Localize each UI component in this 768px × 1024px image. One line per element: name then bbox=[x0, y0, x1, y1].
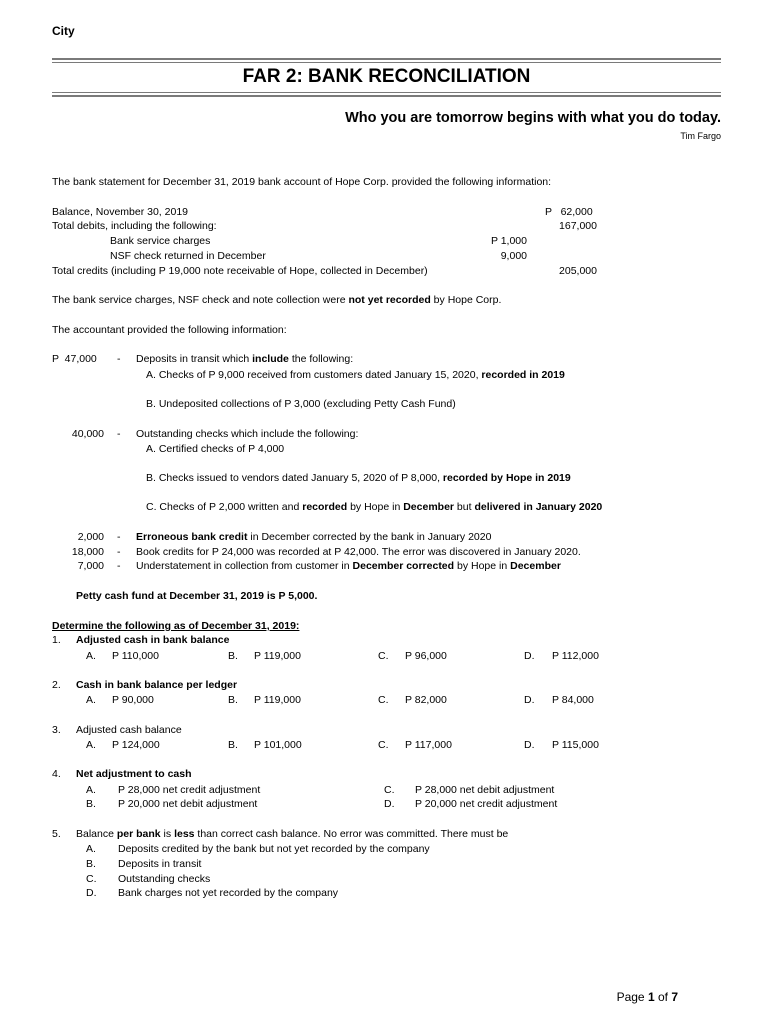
q5-text: Balance per bank is less than correct cash balance. No error was committed. There must be bbox=[76, 828, 509, 840]
error3-text: Understatement in collection from customer in December corrected by Hope in December bbox=[136, 560, 561, 572]
q4-choice-a: P 28,000 net credit adjustment bbox=[118, 784, 261, 796]
q3-choice-d: P 115,000 bbox=[552, 739, 599, 751]
q5-choice-a: Deposits credited by the bank but not yet recorded by the company bbox=[118, 843, 430, 855]
q4-text: Net adjustment to cash bbox=[76, 768, 192, 780]
q4-choice-c: P 28,000 net debit adjustment bbox=[415, 784, 555, 796]
q2-letter-b: B. bbox=[228, 694, 238, 706]
q2-text: Cash in bank balance per ledger bbox=[76, 679, 238, 691]
title-rule-thin bbox=[52, 92, 721, 93]
q1-letter-d: D. bbox=[524, 650, 535, 662]
credits-value: 205,000 bbox=[559, 265, 597, 277]
q2-choice-d: P 84,000 bbox=[552, 694, 594, 706]
debits-label: Total debits, including the following: bbox=[52, 220, 217, 232]
top-rule-thin bbox=[52, 62, 721, 63]
q1-choice-c: P 96,000 bbox=[405, 650, 447, 662]
oc-amount: 40,000 bbox=[71, 428, 104, 440]
top-rule-thick bbox=[52, 58, 721, 60]
error2-text: Book credits for P 24,000 was recorded at P 42,000. The error was discovered in January 2020. bbox=[136, 546, 581, 558]
title-rule-thick bbox=[52, 95, 721, 97]
q4-letter-a: A. bbox=[86, 784, 96, 796]
dit-item-a: A. Checks of P 9,000 received from customers dated January 15, 2020, recorded in 2019 bbox=[146, 369, 565, 381]
page-title: FAR 2: BANK RECONCILIATION bbox=[242, 66, 531, 87]
q3-choice-c: P 117,000 bbox=[405, 739, 452, 751]
oc-item-c: C. Checks of P 2,000 written and recorded by Hope in December but delivered in January 2020 bbox=[146, 501, 603, 513]
error1-dash: - bbox=[117, 531, 121, 543]
q1-letter-b: B. bbox=[228, 650, 238, 662]
q4-choice-b: P 20,000 net debit adjustment bbox=[118, 798, 258, 810]
q2-letter-d: D. bbox=[524, 694, 535, 706]
q4-letter-d: D. bbox=[384, 798, 395, 810]
dit-dash: - bbox=[117, 353, 121, 365]
q3-letter-d: D. bbox=[524, 739, 535, 751]
q2-choice-b: P 119,000 bbox=[254, 694, 301, 706]
service-charges-label: Bank service charges bbox=[110, 235, 211, 247]
error1-text: Erroneous bank credit in December corrected by the bank in January 2020 bbox=[136, 531, 492, 543]
q3-letter-b: B. bbox=[228, 739, 238, 751]
error2-amount: 18,000 bbox=[71, 546, 104, 558]
credits-label: Total credits (including P 19,000 note receivable of Hope, collected in December) bbox=[52, 265, 428, 277]
error1-amount: 2,000 bbox=[77, 531, 104, 543]
dit-amount: P 47,000 bbox=[52, 353, 97, 365]
debits-value: 167,000 bbox=[559, 220, 597, 232]
oc-text: Outstanding checks which include the following: bbox=[136, 428, 359, 440]
q5-choice-d: Bank charges not yet recorded by the company bbox=[118, 887, 339, 899]
dit-item-b: B. Undeposited collections of P 3,000 (excluding Petty Cash Fund) bbox=[146, 398, 456, 410]
q3-choice-b: P 101,000 bbox=[254, 739, 302, 751]
q5-choice-b: Deposits in transit bbox=[118, 858, 202, 870]
oc-item-b: B. Checks issued to vendors dated January 5, 2020 of P 8,000, recorded by Hope in 2019 bbox=[146, 472, 571, 484]
service-charges-value: P 1,000 bbox=[490, 235, 527, 247]
bank-statement-intro: The bank statement for December 31, 2019 bank account of Hope Corp. provided the following information: bbox=[52, 176, 552, 188]
petty-cash-note: Petty cash fund at December 31, 2019 is P 5,000. bbox=[76, 590, 318, 602]
q1-text: Adjusted cash in bank balance bbox=[76, 634, 230, 646]
nsf-label: NSF check returned in December bbox=[110, 250, 266, 262]
q2-choice-a: P 90,000 bbox=[112, 694, 154, 706]
q1-choice-b: P 119,000 bbox=[254, 650, 301, 662]
q5-letter-b: B. bbox=[86, 858, 96, 870]
q4-letter-c: C. bbox=[384, 784, 395, 796]
q4-number: 4. bbox=[52, 768, 61, 780]
header-city: City bbox=[52, 24, 75, 38]
accountant-intro: The accountant provided the following information: bbox=[52, 324, 287, 336]
q1-letter-a: A. bbox=[86, 650, 96, 662]
q4-letter-b: B. bbox=[86, 798, 96, 810]
q1-choice-a: P 110,000 bbox=[112, 650, 159, 662]
quote: Who you are tomorrow begins with what you do today. bbox=[345, 110, 721, 126]
q3-choice-a: P 124,000 bbox=[112, 739, 160, 751]
q5-choice-c: Outstanding checks bbox=[118, 873, 211, 885]
q2-letter-c: C. bbox=[378, 694, 389, 706]
q1-choice-d: P 112,000 bbox=[552, 650, 599, 662]
dit-text: Deposits in transit which include the following: bbox=[136, 353, 354, 365]
q5-letter-d: D. bbox=[86, 887, 97, 899]
q3-letter-a: A. bbox=[86, 739, 96, 751]
q4-choice-d: P 20,000 net credit adjustment bbox=[415, 798, 558, 810]
q2-number: 2. bbox=[52, 679, 61, 691]
quote-author: Tim Fargo bbox=[680, 131, 721, 141]
q3-number: 3. bbox=[52, 724, 61, 736]
error2-dash: - bbox=[117, 546, 121, 558]
q1-letter-c: C. bbox=[378, 650, 389, 662]
oc-item-a: A. Certified checks of P 4,000 bbox=[146, 443, 285, 455]
oc-dash: - bbox=[117, 428, 121, 440]
error3-dash: - bbox=[117, 560, 121, 572]
q3-letter-c: C. bbox=[378, 739, 389, 751]
balance-value: P 62,000 bbox=[545, 206, 593, 218]
not-recorded-note: The bank service charges, NSF check and note collection were not yet recorded by Hope Corp. bbox=[52, 294, 502, 306]
nsf-value: 9,000 bbox=[500, 250, 527, 262]
page-number: Page 1 of 7 bbox=[616, 990, 678, 1004]
error3-amount: 7,000 bbox=[77, 560, 104, 572]
balance-label: Balance, November 30, 2019 bbox=[52, 206, 189, 218]
q5-letter-c: C. bbox=[86, 873, 97, 885]
q2-letter-a: A. bbox=[86, 694, 96, 706]
questions-heading: Determine the following as of December 31, 2019: bbox=[52, 620, 300, 632]
q1-number: 1. bbox=[52, 634, 61, 646]
q3-text: Adjusted cash balance bbox=[76, 724, 182, 736]
q5-letter-a: A. bbox=[86, 843, 96, 855]
q5-number: 5. bbox=[52, 828, 61, 840]
q2-choice-c: P 82,000 bbox=[405, 694, 447, 706]
